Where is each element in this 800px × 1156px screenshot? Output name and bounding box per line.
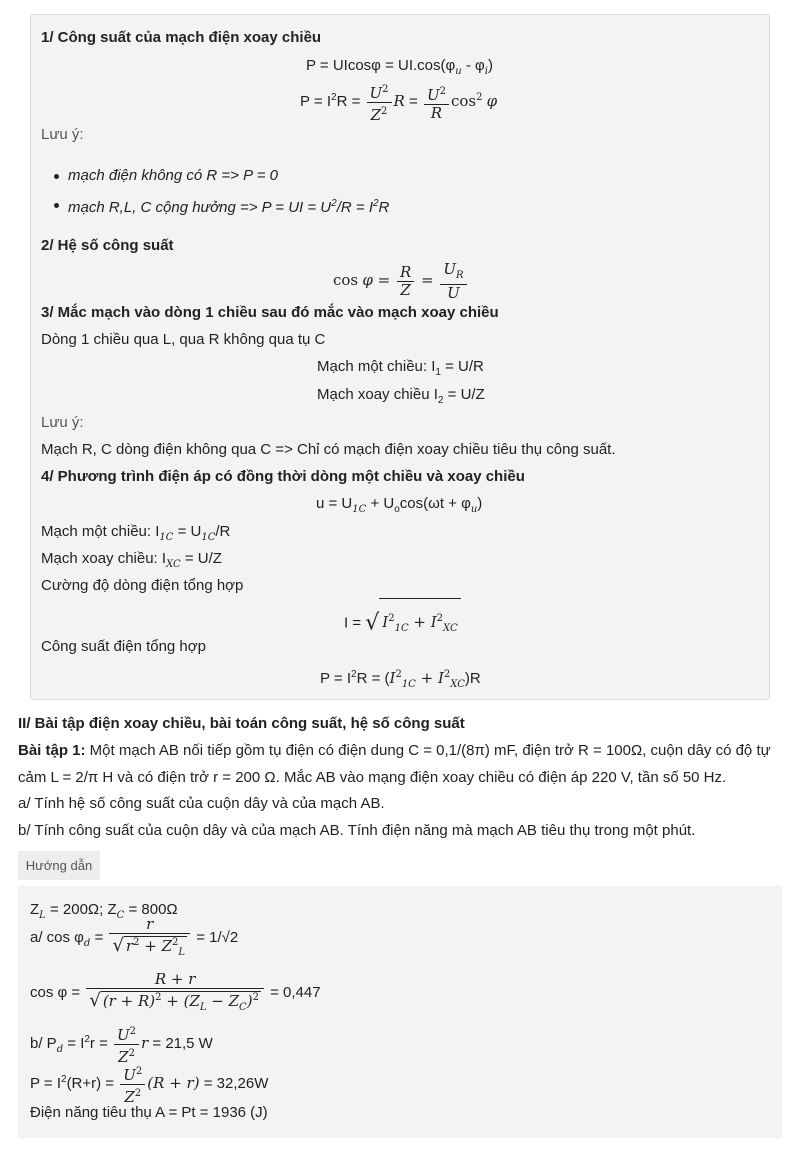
u2-over-z2: $\frac{U^2}{Z^2}$: [367, 81, 392, 124]
ur-sub: R: [456, 269, 464, 281]
r-over-z: [397, 264, 414, 299]
ac4-a: Mạch xoay chiều: I: [41, 550, 167, 567]
section4-heading: 4/ Phương trình điện áp có đồng thời dòng một chiều và xoay chiều: [41, 468, 525, 485]
equals: =: [404, 93, 422, 110]
p4-sub1: 1C: [401, 679, 416, 690]
ac-current: [41, 549, 222, 575]
u-num: U: [369, 83, 383, 102]
dc-text-b: = U/R: [440, 358, 484, 375]
note-label-1: Lưu ý:: [41, 126, 84, 143]
note-label-2: Lưu ý:: [41, 414, 84, 431]
circuit-power: $P = I^2(R+r)$ = $\frac{U^2}{Z^2}$ (R + r) = 32,26W: [30, 1058, 268, 1106]
exercise-text-1: Một mạch AB nối tiếp gồm tụ điện có điện dung C = 0,1/(8π) mF, điện trở R = 100Ω, cuộn dây có độ tự: [85, 742, 771, 759]
p-eq-text-2: (R+r) =: [66, 1075, 119, 1092]
b-fraction: $\frac{U^2}{Z^2}$: [114, 1023, 139, 1066]
u-sub2: o: [394, 504, 400, 515]
dc4-sub2: 1C: [201, 532, 216, 543]
ac-text-b: = U/Z: [443, 386, 485, 403]
p-rr: R + r: [153, 1074, 194, 1092]
p4-i2: I: [437, 669, 444, 687]
question-b: b/ Tính công suất của cuộn dây và của mạch AB. Tính điện năng mà mạch AB tiêu thụ trong một phút.: [18, 822, 696, 839]
i-sub2: XC: [443, 623, 458, 634]
u-sub3: u: [470, 504, 478, 515]
den-minus: − Z: [206, 991, 240, 1010]
bullet-item-1: mạch điện không có R => P = 0: [68, 167, 278, 184]
ac4-sub: XC: [166, 559, 181, 570]
u-sub1: 1C: [352, 504, 367, 515]
a-result: = 1/√2: [192, 929, 239, 946]
b-sub: d: [56, 1044, 64, 1055]
den-c-sub: C: [239, 1001, 247, 1013]
ac4-b: = U/Z: [180, 550, 222, 567]
u-eq-d: ): [477, 495, 483, 512]
minus-phi: - φ: [461, 57, 485, 74]
dc4-b: = U: [173, 523, 202, 540]
exercise-line-1: [18, 741, 771, 761]
coil-power-factor: [30, 915, 238, 967]
coil-r2: r: [125, 936, 134, 955]
question-a: a/ Tính hệ số công suất của cuộn dây và của mạch AB.: [18, 795, 385, 812]
total-current-formula: [344, 598, 461, 649]
dc4-sub: 1C: [159, 532, 174, 543]
bullet2-part-c: R: [378, 199, 390, 216]
den-part1: (r + R): [102, 991, 156, 1010]
section3-line1: Dòng 1 chiều qua L, qua R không qua tụ C: [41, 331, 326, 348]
p-eq-text: P = I: [300, 93, 331, 110]
section2-heading: 2/ Hệ số công suất: [41, 237, 174, 254]
ur-over-u: [440, 261, 466, 302]
p-text: P = I: [30, 1075, 61, 1092]
sqrt-expression: √ $I^2_{1C} + I^2_{XC}$: [365, 598, 460, 649]
z-d: = 800Ω: [124, 901, 178, 918]
circuit-power-factor: [30, 970, 321, 1016]
cos-text-2: cos: [333, 271, 359, 289]
u2-over-r: $\frac{U^2}{R}$: [424, 83, 449, 122]
p4-c: )R: [464, 670, 481, 687]
ur-num: U: [443, 259, 456, 278]
i-term2: I: [430, 613, 437, 631]
a-text: a/ cos φ: [30, 929, 84, 946]
zl-sub: L: [39, 910, 46, 921]
p4-plus: +: [415, 669, 438, 687]
bullet-dot: [54, 174, 59, 179]
r-num: R: [397, 264, 414, 282]
z-den: Z: [370, 105, 382, 124]
u-den: U: [447, 283, 460, 302]
total-power-label: Công suất điện tổng hợp: [41, 638, 206, 655]
z-a: Z: [30, 901, 40, 918]
cos-text-3: cos φ =: [30, 984, 85, 1001]
bullet2-part-b: /R = I: [336, 199, 373, 216]
total-current-label: Cường độ dòng điện tổng hợp: [41, 577, 244, 594]
b-r-var: r: [141, 1034, 149, 1052]
phi-symbol-2: φ: [362, 271, 373, 289]
z-den-2: Z: [400, 280, 411, 299]
exercise-label: Bài tập 1:: [18, 742, 86, 759]
power-factor-formula: cos φ = $\frac{R}{Z}$ = $\frac{U_R}{U}$: [333, 258, 469, 303]
exercise-line-2: cảm L = 2/π H và có điện trở r = 200 Ω. Mắc AB vào mạng điện xoay chiều có điện áp 220 V, tần số 50 Hz.: [18, 769, 727, 786]
cos-text: cos: [450, 92, 477, 110]
dc4-a: Mạch một chiều: I: [41, 523, 160, 540]
b-text: b/ P: [30, 1035, 57, 1052]
z-b: = 200Ω; Z: [45, 901, 117, 918]
dc-circuit: [317, 357, 484, 383]
i-sub1: 1C: [394, 623, 409, 634]
p-fraction: $\frac{U^2}{Z^2}$: [120, 1063, 145, 1106]
p4-i1: I: [389, 669, 396, 687]
b-r: r =: [89, 1035, 113, 1052]
phi-u-sub: u: [455, 66, 462, 77]
zc-sub: C: [116, 910, 125, 921]
section3-heading: 3/ Mắc mạch vào dòng 1 chiều sau đó mắc vào mạch xoay chiều: [41, 304, 499, 321]
power-formula-text: P = UIcosφ = UI.cos(φ: [306, 57, 456, 74]
p4-a: P = I: [320, 670, 351, 687]
p-result: = 32,26W: [199, 1075, 269, 1092]
a-sub: d: [83, 938, 91, 949]
total-power-formula: $P = I^2R = (I^2_{1C} + I^2_{XC})R$: [320, 669, 481, 690]
u-eq-c: cos(ωt + φ: [399, 495, 471, 512]
dc4-c: /R: [215, 523, 231, 540]
cos-result: = 0,447: [265, 984, 321, 1001]
p4-b: R = (: [356, 670, 390, 687]
dc-text-a: Mạch một chiều: I: [317, 358, 436, 375]
i-term1: I: [382, 613, 389, 631]
plus-sign: +: [408, 613, 431, 631]
phi-symbol: φ: [486, 92, 498, 110]
dc-sub: 1: [435, 367, 441, 378]
den-l-sub: L: [199, 1001, 207, 1013]
section3-note: Mạch R, C dòng điện không qua C => Chỉ có mạch điện xoay chiều tiêu thụ công suất.: [41, 441, 616, 458]
u-eq-a: u = U: [316, 495, 353, 512]
p4-sub2: XC: [450, 679, 465, 690]
circuit-fraction: $\frac{R + r}{√ (r + R)^2 + (Z_L - Z_C)^2}$: [86, 971, 264, 1016]
power-formula-2: $P = I^2R$ = $\frac{U^2}{Z^2}$ R = $\frac{U^2}{R}$ $\cos^2 \varphi$: [300, 76, 497, 124]
ac-sub: 2: [437, 395, 444, 406]
r-letter: R: [393, 92, 405, 110]
den-part2: + (Z: [161, 991, 200, 1010]
bullet2-part-a: mạch R,L, C cộng hưởng => P = UI = U: [68, 199, 332, 216]
ac-circuit: [317, 385, 485, 411]
dc-current: [41, 522, 230, 548]
a-eq: =: [90, 929, 108, 946]
ac-text-a: Mạch xoay chiều I: [317, 386, 438, 403]
part2-heading: II/ Bài tập điện xoay chiều, bài toán công suất, hệ số công suất: [18, 715, 465, 732]
bullet-item-2: mạch R,L, C cộng hưởng => P = UI = $U^2/R = I^2R$: [68, 198, 390, 216]
b-result: = 21,5 W: [148, 1035, 213, 1052]
i-eq: I =: [344, 614, 366, 632]
coil-num: r: [109, 916, 190, 934]
coil-power: b/ $P_d = I^2r$ = $\frac{U^2}{Z^2}$ r = 21,5 W: [30, 1018, 213, 1072]
r-den: R: [430, 103, 443, 122]
circuit-num: R + r: [86, 971, 264, 989]
b-eq: = I: [63, 1035, 85, 1052]
den-close: ): [246, 991, 253, 1010]
u-num-2: U: [426, 85, 440, 104]
coil-fraction: $\frac{r}{√ r^2 + Z^2_L}$: [109, 916, 190, 961]
phi-i-sub: i: [484, 66, 488, 77]
coil-zl: Z: [161, 936, 173, 955]
p-eq-r: R =: [336, 93, 365, 110]
section1-heading: 1/ Công suất của mạch điện xoay chiều: [41, 29, 322, 46]
close-paren: ): [487, 57, 493, 74]
u-eq-b: + U: [366, 495, 395, 512]
voltage-equation: [316, 494, 482, 520]
energy-consumed: Điện năng tiêu thụ A = Pt = 1936 (J): [30, 1104, 268, 1121]
bullet-dot: [54, 203, 59, 208]
guide-button[interactable]: Hướng dẫn: [18, 851, 100, 880]
coil-zl-sub: L: [178, 946, 186, 958]
